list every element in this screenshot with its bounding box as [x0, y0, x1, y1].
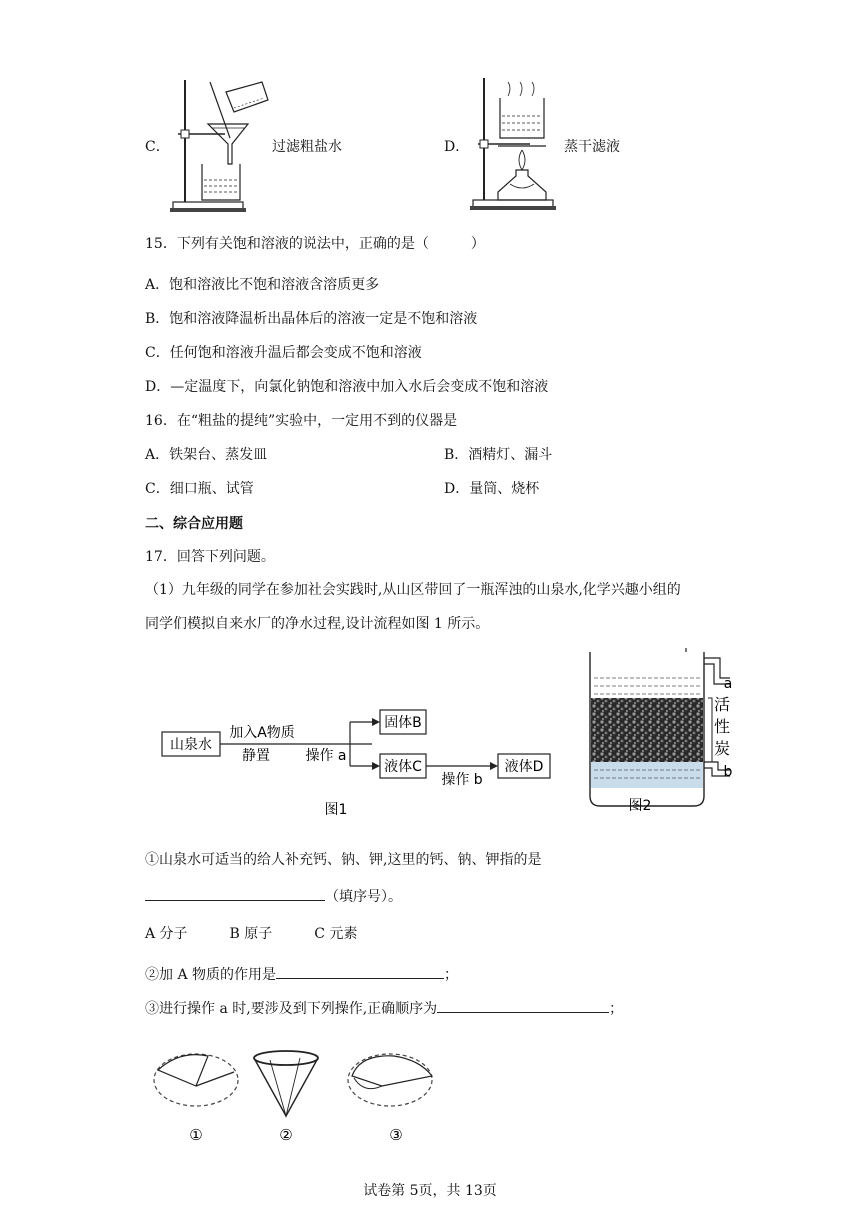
q17-sub1-options: A 分子 B 原子 C 元素	[145, 926, 358, 942]
q17-sub1-line1: ①山泉水可适当的给人补充钙、钠、钾,这里的钙、钠、钾指的是	[145, 852, 542, 868]
figure-1-flowchart	[150, 690, 570, 820]
q17-sub2-prefix: ②加 A 物质的作用是	[145, 967, 277, 983]
q17-sub2-suffix: ；	[444, 967, 459, 983]
label-add-a: 加入A物质	[229, 725, 295, 741]
option-c-caption: 过滤粗盐水	[272, 139, 342, 155]
figure-2-carbon-filter	[584, 648, 744, 816]
answer-blank-1[interactable]	[145, 886, 325, 901]
q16-option-c: C．细口瓶、试管	[145, 481, 254, 497]
box-liquid-c-text: 液体C	[384, 759, 422, 775]
figure-2-carbon-2: 性	[713, 717, 731, 736]
option-c-label: C．	[145, 139, 170, 155]
figure-2-carbon-3: 炭	[713, 739, 731, 758]
box-spring-water-text: 山泉水	[170, 737, 212, 753]
filtration-apparatus-figure	[170, 72, 270, 217]
q17-part1-line2: 同学们模拟自来水厂的净水过程,设计流程如图 1 所示。	[145, 616, 490, 632]
q15-option-a: A．饱和溶液比不饱和溶液含溶质更多	[145, 277, 380, 293]
answer-blank-2[interactable]	[276, 964, 444, 979]
q15-option-b: B．饱和溶液降温析出晶体后的溶液一定是不饱和溶液	[145, 311, 478, 327]
filter-paper-steps-figure	[150, 1046, 440, 1146]
option-d-label: D．	[444, 139, 470, 155]
page-footer: 试卷第 5页，共 13页	[363, 1183, 497, 1199]
figure-2-label-b: b	[723, 764, 733, 780]
q16-option-d: D．量筒、烧杯	[444, 481, 540, 497]
q15-stem: 15．下列有关饱和溶液的说法中，正确的是（ ）	[145, 236, 485, 252]
q17-sub3-prefix: ③进行操作 a 时,要涉及到下列操作,正确顺序为	[145, 1001, 438, 1017]
q17-stem: 17．回答下列问题。	[145, 549, 275, 565]
evaporation-apparatus-figure	[470, 68, 562, 213]
figure-2-carbon-1: 活	[713, 695, 731, 714]
q16-option-a: A．铁架台、蒸发皿	[145, 447, 268, 463]
q17-part1-line1: （1）九年级的同学在参加社会实践时,从山区带回了一瓶浑浊的山泉水,化学兴趣小组的	[145, 582, 681, 598]
q17-sub3	[145, 998, 623, 1019]
q17-sub2	[145, 964, 458, 985]
figure-2-label-a: a	[723, 676, 733, 692]
q15-option-c: C．任何饱和溶液升温后都会变成不饱和溶液	[145, 345, 422, 361]
q15-option-d: D．—定温度下，向氯化钠饱和溶液中加入水后会变成不饱和溶液	[145, 379, 549, 395]
q16-option-b: B．酒精灯、漏斗	[444, 447, 553, 463]
q16-stem: 16．在“粗盐的提纯”实验中，一定用不到的仪器是	[145, 413, 458, 429]
label-op-a: 操作 a	[305, 748, 347, 764]
box-liquid-d-text: 液体D	[504, 759, 544, 775]
figure-1-caption: 图1	[324, 802, 348, 818]
q17-sub1-suffix: （填序号）。	[325, 889, 402, 905]
section-title: 二、综合应用题	[145, 516, 243, 532]
label-settle: 静置	[242, 748, 270, 764]
step-1-label: ①	[189, 1126, 203, 1144]
option-d-caption: 蒸干滤液	[564, 139, 620, 155]
answer-blank-3[interactable]	[437, 998, 609, 1013]
figure-2-caption: 图2	[628, 798, 652, 814]
label-op-b: 操作 b	[441, 772, 483, 788]
q17-sub3-suffix: ；	[609, 1001, 624, 1017]
step-3-label: ③	[389, 1126, 403, 1144]
box-solid-b-text: 固体B	[384, 715, 422, 731]
q17-sub1-line2	[145, 886, 402, 907]
step-2-label: ②	[279, 1126, 293, 1144]
